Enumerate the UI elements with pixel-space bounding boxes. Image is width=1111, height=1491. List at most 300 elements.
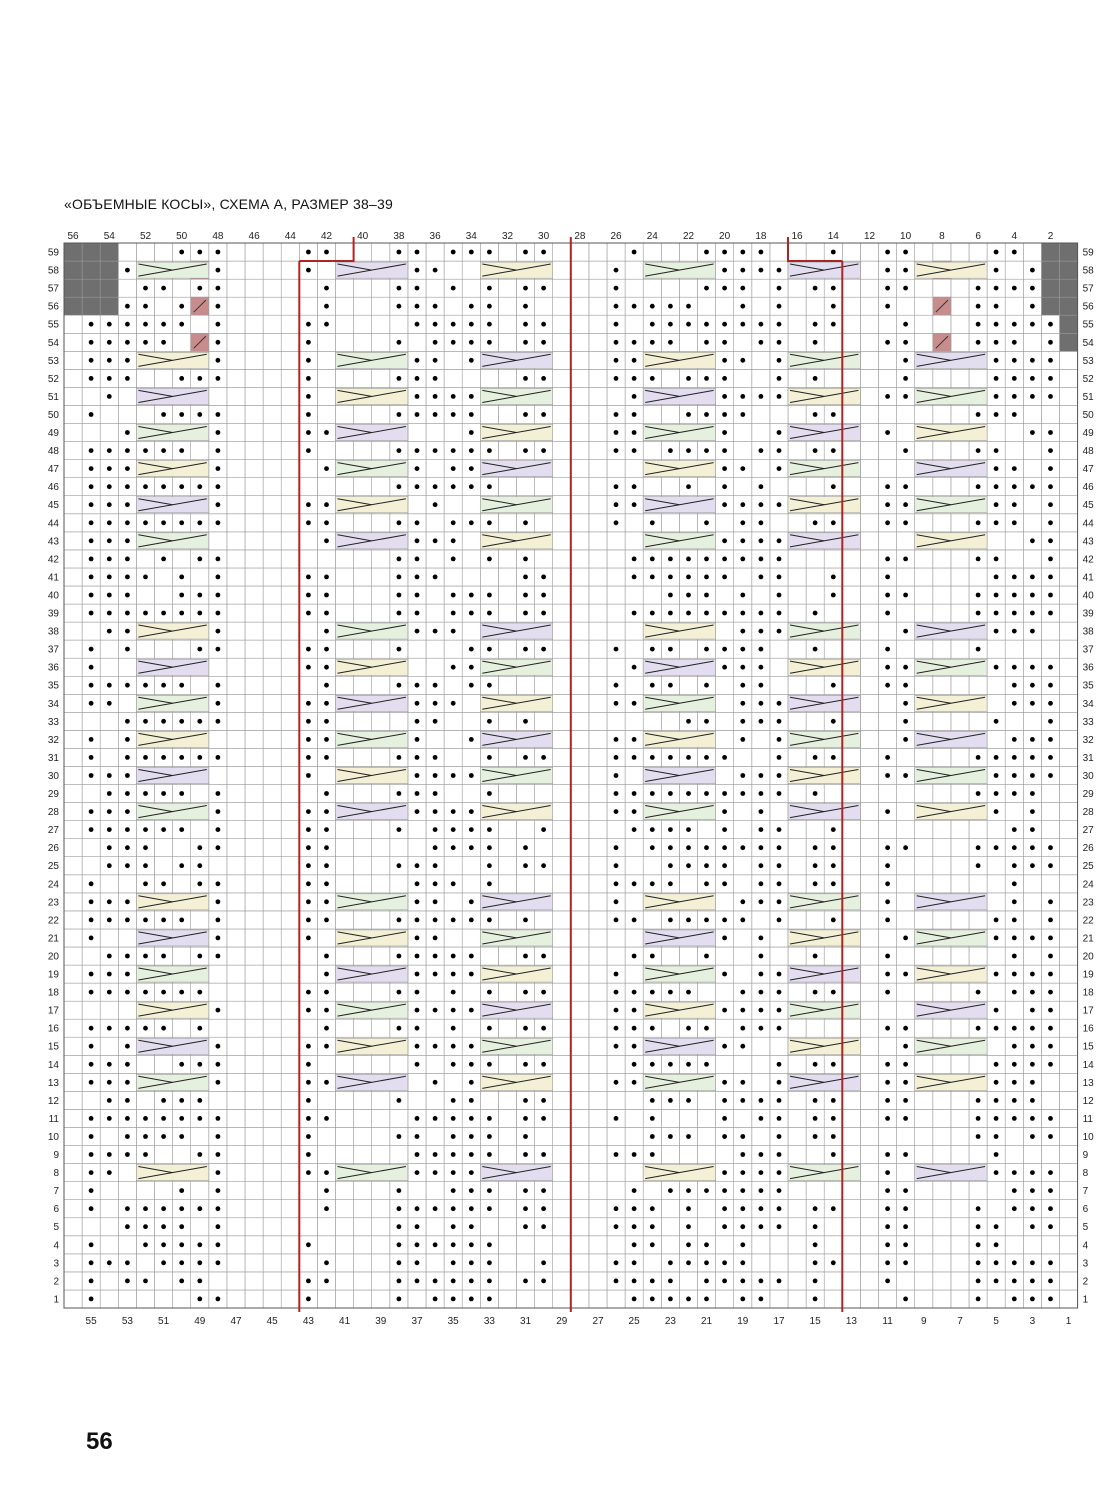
purl-dot xyxy=(668,322,673,327)
chart-cell xyxy=(281,568,299,586)
purl-dot xyxy=(487,1188,492,1193)
purl-dot xyxy=(704,881,709,886)
chart-cell xyxy=(336,875,354,893)
purl-dot xyxy=(306,773,311,778)
purl-dot xyxy=(777,737,782,742)
purl-dot xyxy=(650,990,655,995)
purl-dot xyxy=(686,1098,691,1103)
chart-cell xyxy=(1060,1091,1078,1109)
purl-dot xyxy=(632,448,637,453)
purl-dot xyxy=(469,972,474,977)
chart-cell xyxy=(336,604,354,622)
purl-dot xyxy=(451,827,456,832)
chart-cell xyxy=(263,676,281,694)
purl-dot xyxy=(1012,250,1017,255)
chart-cell xyxy=(408,640,426,658)
chart-cell xyxy=(842,315,860,333)
purl-dot xyxy=(994,376,999,381)
chart-cell xyxy=(155,1055,173,1073)
chart-cell xyxy=(915,333,933,351)
chart-cell xyxy=(770,1236,788,1254)
purl-dot xyxy=(722,918,727,923)
chart-cell xyxy=(897,297,915,315)
chart-cell xyxy=(64,803,82,821)
purl-dot xyxy=(1012,954,1017,959)
purl-dot xyxy=(125,791,130,796)
chart-cell xyxy=(1023,514,1041,532)
purl-dot xyxy=(179,484,184,489)
purl-dot xyxy=(397,340,402,345)
purl-dot xyxy=(143,1242,148,1247)
purl-dot xyxy=(740,1044,745,1049)
purl-dot xyxy=(831,250,836,255)
purl-dot xyxy=(1030,1062,1035,1067)
purl-dot xyxy=(759,1188,764,1193)
purl-dot xyxy=(107,557,112,562)
chart-cell xyxy=(64,315,82,333)
chart-cell xyxy=(571,839,589,857)
chart-cell xyxy=(842,911,860,929)
purl-dot xyxy=(1048,1008,1053,1013)
purl-dot xyxy=(759,520,764,525)
purl-dot xyxy=(1012,1206,1017,1211)
purl-dot xyxy=(813,791,818,796)
chart-cell xyxy=(679,947,697,965)
chart-cell xyxy=(969,1055,987,1073)
chart-cell xyxy=(444,748,462,766)
purl-dot xyxy=(686,412,691,417)
purl-dot xyxy=(994,1224,999,1229)
purl-dot xyxy=(722,665,727,670)
purl-dot xyxy=(686,376,691,381)
chart-cell xyxy=(535,478,553,496)
chart-cell xyxy=(987,1200,1005,1218)
chart-cell xyxy=(444,857,462,875)
chart-cell xyxy=(245,279,263,297)
chart-cell xyxy=(951,785,969,803)
chart-cell xyxy=(408,333,426,351)
purl-dot xyxy=(740,1260,745,1265)
chart-cell xyxy=(951,875,969,893)
chart-cell xyxy=(1005,803,1023,821)
chart-cell xyxy=(64,279,82,297)
purl-dot xyxy=(451,1242,456,1247)
chart-cell xyxy=(1023,712,1041,730)
chart-cell xyxy=(372,785,390,803)
chart-cell xyxy=(480,568,498,586)
purl-dot xyxy=(161,918,166,923)
purl-dot xyxy=(161,412,166,417)
purl-dot xyxy=(523,990,528,995)
purl-dot xyxy=(903,972,908,977)
purl-dot xyxy=(306,1297,311,1302)
purl-dot xyxy=(487,1116,492,1121)
chart-cell xyxy=(571,983,589,1001)
chart-cell xyxy=(245,1254,263,1272)
chart-cell xyxy=(860,1091,878,1109)
chart-cell xyxy=(1060,712,1078,730)
chart-cell xyxy=(498,839,516,857)
purl-dot xyxy=(668,827,673,832)
purl-dot xyxy=(324,881,329,886)
purl-dot xyxy=(668,340,673,345)
chart-cell xyxy=(571,333,589,351)
purl-dot xyxy=(469,358,474,363)
purl-dot xyxy=(722,827,727,832)
chart-cell xyxy=(734,875,752,893)
purl-dot xyxy=(759,268,764,273)
chart-cell xyxy=(1060,550,1078,568)
chart-cell xyxy=(227,460,245,478)
purl-dot xyxy=(125,484,130,489)
purl-dot xyxy=(740,1206,745,1211)
chart-cell xyxy=(643,1254,661,1272)
purl-dot xyxy=(831,286,836,291)
chart-cell xyxy=(336,983,354,1001)
chart-cell xyxy=(879,460,897,478)
chart-cell xyxy=(245,1272,263,1290)
chart-cell xyxy=(897,893,915,911)
purl-dot xyxy=(541,1279,546,1284)
purl-dot xyxy=(197,1206,202,1211)
chart-cell xyxy=(498,586,516,604)
purl-dot xyxy=(415,358,420,363)
purl-dot xyxy=(1048,1279,1053,1284)
chart-cell xyxy=(118,1164,136,1182)
chart-cell xyxy=(535,785,553,803)
chart-cell xyxy=(263,1128,281,1146)
chart-cell xyxy=(372,1272,390,1290)
chart-cell xyxy=(1041,821,1059,839)
purl-dot xyxy=(451,972,456,977)
chart-cell xyxy=(915,315,933,333)
purl-dot xyxy=(415,954,420,959)
purl-dot xyxy=(614,376,619,381)
chart-cell xyxy=(553,965,571,983)
chart-cell xyxy=(209,767,227,785)
chart-cell xyxy=(227,965,245,983)
purl-dot xyxy=(632,394,637,399)
chart-cell xyxy=(915,1272,933,1290)
chart-cell xyxy=(553,730,571,748)
purl-dot xyxy=(216,809,221,814)
chart-cell xyxy=(933,821,951,839)
chart-cell xyxy=(281,279,299,297)
purl-dot xyxy=(397,286,402,291)
purl-dot xyxy=(487,340,492,345)
purl-dot xyxy=(523,1206,528,1211)
purl-dot xyxy=(433,484,438,489)
purl-dot xyxy=(759,990,764,995)
purl-dot xyxy=(903,1098,908,1103)
chart-cell xyxy=(227,424,245,442)
chart-cell xyxy=(553,1055,571,1073)
purl-dot xyxy=(885,575,890,580)
chart-cell xyxy=(842,1019,860,1037)
purl-dot xyxy=(885,845,890,850)
chart-cell xyxy=(716,514,734,532)
purl-dot xyxy=(89,1134,94,1139)
purl-dot xyxy=(179,1206,184,1211)
chart-cell xyxy=(933,1019,951,1037)
chart-cell xyxy=(263,712,281,730)
chart-cell xyxy=(571,785,589,803)
purl-dot xyxy=(650,827,655,832)
purl-dot xyxy=(668,448,673,453)
purl-dot xyxy=(650,376,655,381)
chart-cell xyxy=(951,297,969,315)
purl-dot xyxy=(1012,502,1017,507)
purl-dot xyxy=(324,466,329,471)
purl-dot xyxy=(614,1260,619,1265)
purl-dot xyxy=(397,412,402,417)
chart-cell xyxy=(227,1019,245,1037)
chart-cell xyxy=(64,1182,82,1200)
purl-dot xyxy=(306,719,311,724)
purl-dot xyxy=(1030,611,1035,616)
chart-cell xyxy=(1060,1109,1078,1127)
purl-dot xyxy=(433,538,438,543)
chart-cell xyxy=(770,406,788,424)
chart-cell xyxy=(1060,1236,1078,1254)
purl-dot xyxy=(1030,1080,1035,1085)
purl-dot xyxy=(1012,899,1017,904)
chart-cell xyxy=(118,1001,136,1019)
chart-cell xyxy=(915,1128,933,1146)
purl-dot xyxy=(469,466,474,471)
chart-cell xyxy=(299,1254,317,1272)
purl-dot xyxy=(451,448,456,453)
chart-cell xyxy=(517,875,535,893)
chart-cell xyxy=(860,676,878,694)
chart-cell xyxy=(1060,604,1078,622)
purl-dot xyxy=(216,250,221,255)
chart-cell xyxy=(661,1109,679,1127)
chart-cell xyxy=(860,1236,878,1254)
purl-dot xyxy=(487,827,492,832)
chart-cell xyxy=(444,261,462,279)
purl-dot xyxy=(777,340,782,345)
chart-cell xyxy=(1060,803,1078,821)
chart-cell xyxy=(915,1182,933,1200)
purl-dot xyxy=(1048,575,1053,580)
purl-dot xyxy=(722,575,727,580)
chart-cell xyxy=(842,640,860,658)
chart-cell xyxy=(788,1146,806,1164)
purl-dot xyxy=(523,1134,528,1139)
purl-dot xyxy=(89,1170,94,1175)
chart-cell xyxy=(1060,1128,1078,1146)
purl-dot xyxy=(107,340,112,345)
chart-cell xyxy=(462,857,480,875)
chart-cell xyxy=(607,1091,625,1109)
purl-dot xyxy=(704,286,709,291)
chart-cell xyxy=(951,406,969,424)
chart-cell xyxy=(860,730,878,748)
chart-cell xyxy=(498,911,516,929)
chart-cell xyxy=(607,387,625,405)
purl-dot xyxy=(1048,1134,1053,1139)
chart-cell xyxy=(788,586,806,604)
chart-cell xyxy=(915,406,933,424)
chart-cell xyxy=(770,1290,788,1308)
chart-cell xyxy=(100,1182,118,1200)
purl-dot xyxy=(994,972,999,977)
chart-cell xyxy=(589,460,607,478)
chart-cell xyxy=(498,550,516,568)
chart-cell xyxy=(571,279,589,297)
chart-cell xyxy=(860,315,878,333)
chart-cell xyxy=(444,730,462,748)
chart-cell xyxy=(64,1200,82,1218)
chart-cell xyxy=(933,785,951,803)
purl-dot xyxy=(451,340,456,345)
chart-cell xyxy=(336,839,354,857)
chart-cell xyxy=(879,821,897,839)
chart-cell xyxy=(571,947,589,965)
chart-cell xyxy=(933,1236,951,1254)
chart-cell xyxy=(571,1019,589,1037)
purl-dot xyxy=(1048,719,1053,724)
chart-cell xyxy=(553,1091,571,1109)
chart-cell xyxy=(535,1290,553,1308)
purl-dot xyxy=(125,1260,130,1265)
chart-cell xyxy=(281,1146,299,1164)
chart-cell xyxy=(860,387,878,405)
chart-cell xyxy=(915,785,933,803)
purl-dot xyxy=(415,1044,420,1049)
chart-cell xyxy=(553,333,571,351)
chart-cell xyxy=(915,1254,933,1272)
purl-dot xyxy=(777,791,782,796)
purl-dot xyxy=(469,683,474,688)
chart-cell xyxy=(354,442,372,460)
purl-dot xyxy=(777,1224,782,1229)
chart-cell xyxy=(372,857,390,875)
chart-cell xyxy=(245,875,263,893)
purl-dot xyxy=(324,647,329,652)
chart-cell xyxy=(299,1200,317,1218)
chart-cell xyxy=(788,1236,806,1254)
purl-dot xyxy=(216,448,221,453)
chart-cell xyxy=(788,297,806,315)
chart-cell xyxy=(752,297,770,315)
purl-dot xyxy=(197,1026,202,1031)
purl-dot xyxy=(976,1116,981,1121)
chart-cell xyxy=(879,622,897,640)
purl-dot xyxy=(614,881,619,886)
purl-dot xyxy=(903,268,908,273)
purl-dot xyxy=(469,1224,474,1229)
purl-dot xyxy=(125,340,130,345)
chart-cell xyxy=(64,1236,82,1254)
chart-cell xyxy=(64,640,82,658)
purl-dot xyxy=(650,557,655,562)
chart-cell xyxy=(1005,1001,1023,1019)
chart-cell xyxy=(553,1200,571,1218)
chart-cell xyxy=(860,712,878,730)
purl-dot xyxy=(976,755,981,760)
purl-dot xyxy=(469,1116,474,1121)
purl-dot xyxy=(722,502,727,507)
purl-dot xyxy=(487,611,492,616)
purl-dot xyxy=(1012,1080,1017,1085)
purl-dot xyxy=(415,557,420,562)
chart-cell xyxy=(915,857,933,875)
purl-dot xyxy=(306,936,311,941)
purl-dot xyxy=(885,502,890,507)
purl-dot xyxy=(740,899,745,904)
purl-dot xyxy=(143,340,148,345)
chart-cell xyxy=(1041,243,1059,261)
purl-dot xyxy=(324,575,329,580)
purl-dot xyxy=(433,954,438,959)
purl-dot xyxy=(614,990,619,995)
chart-cell xyxy=(788,315,806,333)
chart-cell xyxy=(336,676,354,694)
chart-cell xyxy=(553,1037,571,1055)
purl-dot xyxy=(1048,773,1053,778)
purl-dot xyxy=(686,719,691,724)
chart-cell xyxy=(82,1218,100,1236)
purl-dot xyxy=(976,286,981,291)
purl-dot xyxy=(161,1224,166,1229)
chart-cell xyxy=(517,1290,535,1308)
purl-dot xyxy=(632,755,637,760)
purl-dot xyxy=(324,863,329,868)
purl-dot xyxy=(523,1188,528,1193)
purl-dot xyxy=(216,611,221,616)
purl-dot xyxy=(125,954,130,959)
chart-cell xyxy=(100,424,118,442)
chart-cell xyxy=(227,1272,245,1290)
purl-dot xyxy=(722,863,727,868)
chart-cell xyxy=(517,676,535,694)
chart-cell xyxy=(64,1290,82,1308)
purl-dot xyxy=(179,990,184,995)
chart-cell xyxy=(842,514,860,532)
purl-dot xyxy=(523,719,528,724)
chart-cell xyxy=(173,640,191,658)
chart-cell xyxy=(571,1218,589,1236)
chart-cell xyxy=(426,604,444,622)
purl-dot xyxy=(415,1260,420,1265)
purl-dot xyxy=(722,1279,727,1284)
purl-dot xyxy=(994,629,999,634)
purl-dot xyxy=(125,918,130,923)
purl-dot xyxy=(1030,665,1035,670)
chart-cell xyxy=(227,785,245,803)
purl-dot xyxy=(415,1224,420,1229)
chart-cell xyxy=(336,1146,354,1164)
purl-dot xyxy=(632,358,637,363)
chart-cell xyxy=(589,748,607,766)
purl-dot xyxy=(777,268,782,273)
chart-cell xyxy=(553,1290,571,1308)
chart-cell xyxy=(788,1290,806,1308)
chart-cell xyxy=(64,1218,82,1236)
purl-dot xyxy=(813,1206,818,1211)
chart-cell xyxy=(1005,640,1023,658)
purl-dot xyxy=(885,304,890,309)
purl-dot xyxy=(614,1152,619,1157)
purl-dot xyxy=(433,845,438,850)
chart-cell xyxy=(372,1236,390,1254)
chart-cell xyxy=(227,1037,245,1055)
chart-cell xyxy=(933,442,951,460)
chart-cell xyxy=(571,893,589,911)
purl-dot xyxy=(777,286,782,291)
